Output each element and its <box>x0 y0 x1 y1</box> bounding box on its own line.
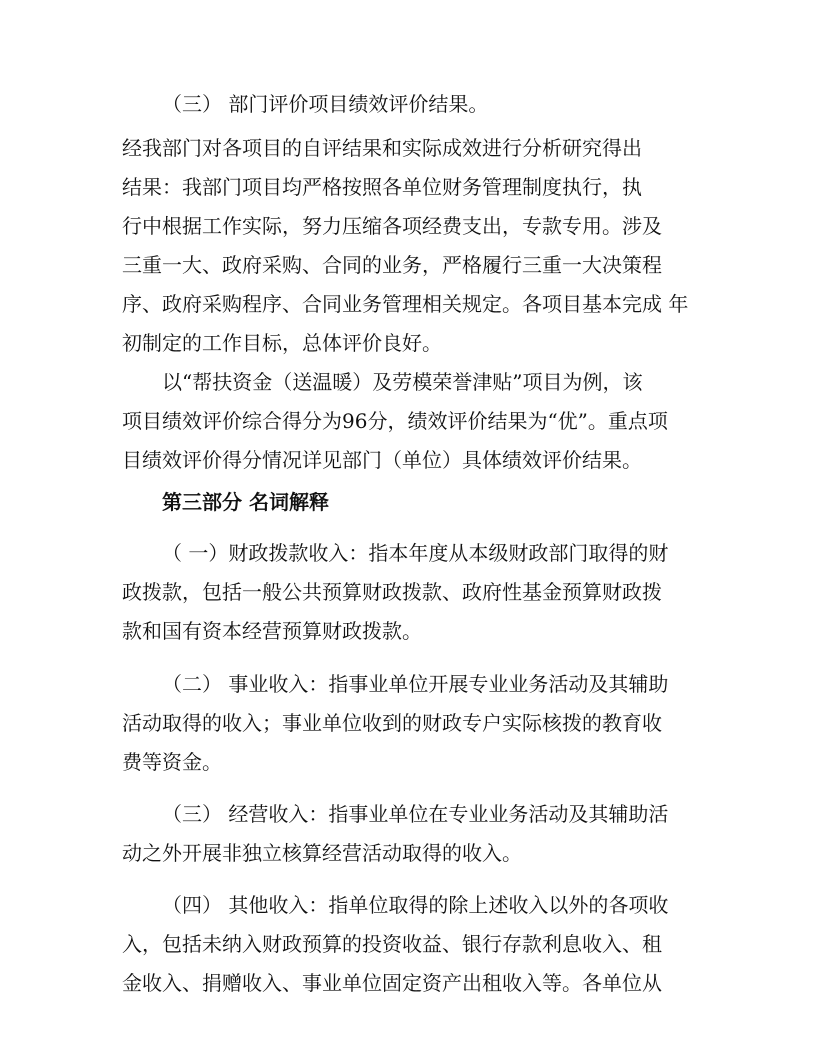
paragraph-line: 结果：我部门项目均严格按照各单位财务管理制度执行，执 <box>122 175 642 199</box>
paragraph-line: 项目绩效评价综合得分为96分，绩效评价结果为“优”。重点项 <box>122 409 668 433</box>
paragraph-line: 以“帮扶资金（送温暖）及劳模荣誉津贴”项目为例，该 <box>162 370 643 394</box>
paragraph-line: 活动取得的收入；事业单位收到的财政专户实际核拨的教育收 <box>122 711 662 735</box>
part-three-title: 第三部分 名词解释 <box>162 490 329 514</box>
paragraph-line: 费等资金。 <box>122 750 222 774</box>
paragraph-line: 入，包括未纳入财政预算的投资收益、银行存款利息收入、租 <box>122 932 662 956</box>
paragraph-line: 三重一大、政府采购、合同的业务，严格履行三重一大决策程 <box>122 253 662 277</box>
paragraph-line: 目绩效评价得分情况详见部门（单位）具体绩效评价结果。 <box>122 448 642 472</box>
paragraph-line: 金收入、捐赠收入、事业单位固定资产出租收入等。各单位从 <box>122 971 662 995</box>
paragraph-line: （二） 事业收入：指事业单位开展专业业务活动及其辅助 <box>162 672 669 696</box>
paragraph-line: 款和国有资本经营预算财政拨款。 <box>122 619 422 643</box>
paragraph-line: （四） 其他收入：指单位取得的除上述收入以外的各项收 <box>162 893 669 917</box>
paragraph-line: 行中根据工作实际，努力压缩各项经费支出，专款专用。涉及 <box>122 214 662 238</box>
paragraph-line: 动之外开展非独立核算经营活动取得的收入。 <box>122 841 522 865</box>
paragraph-line: （三） 经营收入：指事业单位在专业业务活动及其辅助活 <box>162 802 669 826</box>
paragraph-line: 初制定的工作目标，总体评价良好。 <box>122 331 442 355</box>
paragraph-line: 政拨款，包括一般公共预算财政拨款、政府性基金预算财政拨 <box>122 580 662 604</box>
section-heading-evaluation-results: （三） 部门评价项目绩效评价结果。 <box>162 92 489 116</box>
paragraph-line: （ 一）财政拨款收入：指本年度从本级财政部门取得的财 <box>162 541 669 565</box>
paragraph-line: 序、政府采购程序、合同业务管理相关规定。各项目基本完成 年 <box>122 292 689 316</box>
paragraph-line: 经我部门对各项目的自评结果和实际成效进行分析研究得出 <box>122 136 642 160</box>
